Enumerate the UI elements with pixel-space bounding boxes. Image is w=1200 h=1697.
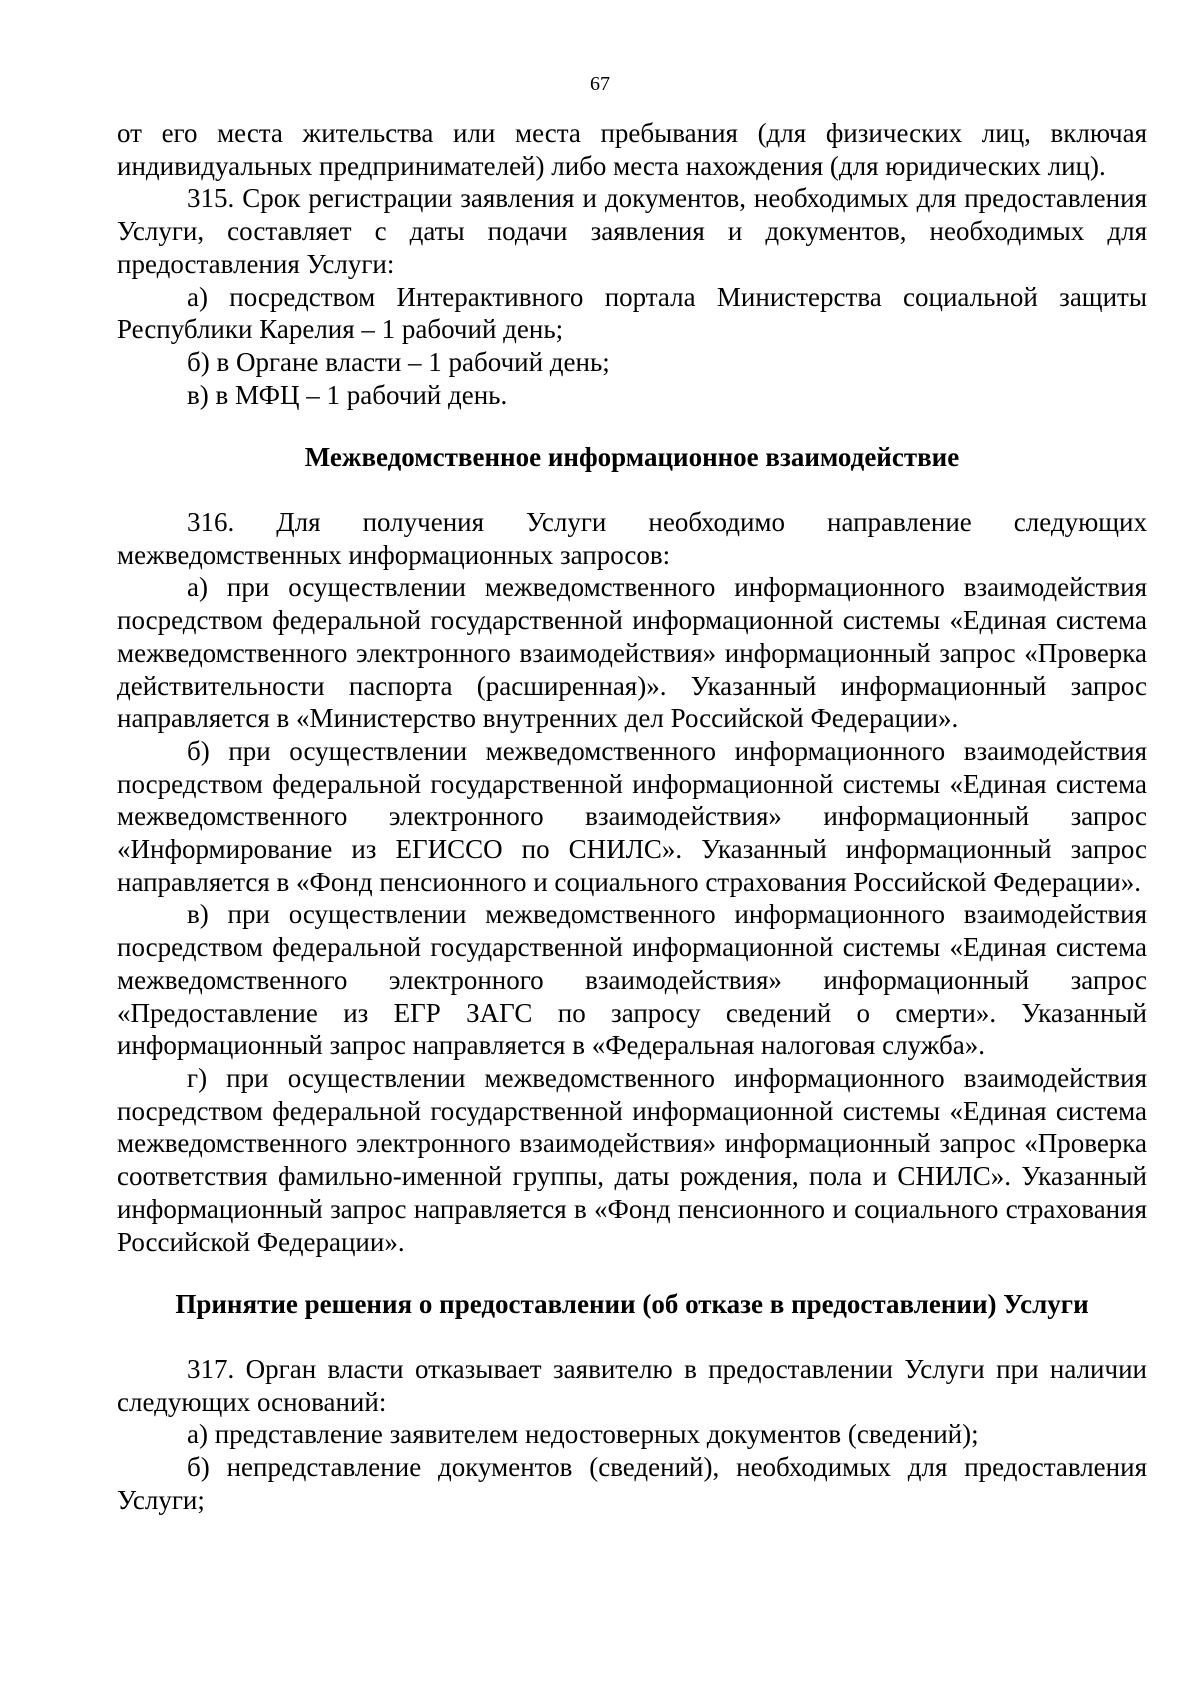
document-body bbox=[117, 117, 1147, 1516]
item-315-a: а) посредством Интерактивного портала Министерства социальной защиты Республики Карелия – 1 рабочий день; bbox=[117, 281, 1147, 345]
item-316-g: г) при осуществлении межведомственного информационного взаимодействия посредством федеральной государственной информационной системы «Единая система межведомственного электронного взаимодействия» информационный запрос «Проверка соответствия фамильно-именной группы, даты рождения, пола и СНИЛС». Указанный информационный запрос направляется в «Фонд пенсионного и социального страхования Российской Федерации». bbox=[117, 1062, 1147, 1257]
item-316-v: в) при осуществлении межведомственного информационного взаимодействия посредством федеральной государственной информационной системы «Единая система межведомственного электронного взаимодействия» информационный запрос «Предоставление из ЕГР ЗАГС по запросу сведений о смерти». Указанный информационный запрос направляется в «Федеральная налоговая служба». bbox=[117, 899, 1147, 1061]
item-316: 316. Для получения Услуги необходимо направление следующих межведомственных информационных запросов: bbox=[117, 507, 1147, 570]
item-315: 315. Срок регистрации заявления и документов, необходимых для предоставления Услуги, составляет с даты подачи заявления и документов, необходимых для предоставления Услуги: bbox=[117, 183, 1147, 279]
intro-paragraph: от его места жительства или места пребывания (для физических лиц, включая индивидуальных предпринимателей) либо места нахождения (для юридических лиц). bbox=[117, 118, 1147, 181]
heading-decision: Принятие решения о предоставлении (об отказе в предоставлении) Услуги bbox=[175, 1289, 1089, 1320]
item-316-a: а) при осуществлении межведомственного информационного взаимодействия посредством федеральной государственной информационной системы «Единая система межведомственного электронного взаимодействия» информационный запрос «Проверка действительности паспорта (расширенная)». Указанный информационный запрос направляется в «Министерство внутренних дел Российской Федерации». bbox=[117, 572, 1147, 734]
item-317-a: а) представление заявителем недостоверных документов (сведений); bbox=[187, 1419, 979, 1450]
heading-interagency-interaction: Межведомственное информационное взаимодействие bbox=[304, 442, 960, 473]
item-316-b: б) при осуществлении межведомственного информационного взаимодействия посредством федеральной государственной информационной системы «Единая система межведомственного электронного взаимодействия» информационный запрос «Информирование из ЕГИССО по СНИЛС». Указанный информационный запрос направляется в «Фонд пенсионного и социального страхования Российской Федерации». bbox=[117, 735, 1147, 897]
item-315-b: б) в Органе власти – 1 рабочий день; bbox=[187, 346, 610, 377]
item-317: 317. Орган власти отказывает заявителю в предоставлении Услуги при наличии следующих оснований: bbox=[117, 1353, 1147, 1417]
item-317-b: б) непредставление документов (сведений), необходимых для предоставления Услуги; bbox=[117, 1452, 1147, 1515]
item-315-v: в) в МФЦ – 1 рабочий день. bbox=[187, 379, 508, 410]
page-number: 67 bbox=[590, 73, 610, 95]
